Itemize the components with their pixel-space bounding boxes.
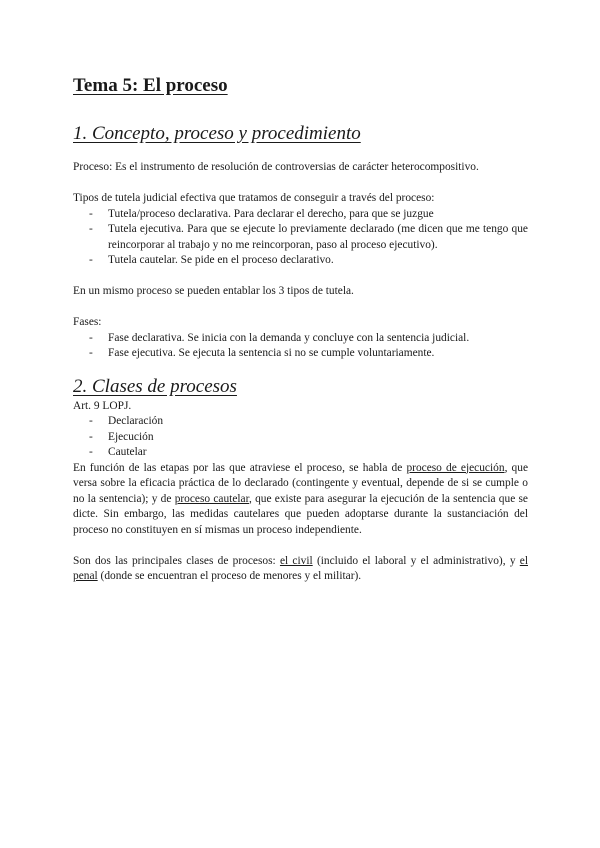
page-title: Tema 5: El proceso — [73, 75, 228, 96]
section-1-heading: 1. Concepto, proceso y procedimiento — [73, 123, 361, 144]
proceso-cautelar-term: proceso cautelar — [174, 492, 249, 505]
article-list — [73, 414, 528, 461]
proceso-ejecucion-term: proceso de ejecución — [406, 461, 505, 474]
etapas-paragraph: En función de las etapas por las que atraviese el proceso, se habla de proceso de ejecución, que versa sobre la eficacia práctica de lo declarado (contingente y eventual, depende de si se cumple o no la sentencia); y de proceso cautelar, que existe para asegurar la ejecución de la sentencia que se dicte. Sin embargo, las medidas cautelares que pueden adoptarse durante la sustanciación del proceso no constituyen en sí mismas un proceso independiente. — [73, 461, 528, 536]
article-reference: Art. 9 LOPJ. — [73, 399, 132, 412]
list-item: - Ejecución — [89, 430, 154, 443]
list-item: - Cautelar — [89, 446, 147, 458]
list-item: - Fase declarativa. Se inicia con la demanda y concluye con la sentencia judicial. — [89, 331, 470, 344]
list-item: - Declaración — [89, 415, 164, 427]
fases-label: Fases: — [73, 316, 102, 328]
list-item: - Tutela cautelar. Se pide en el proceso declarativo. — [89, 254, 334, 266]
tutela-intro: Tipos de tutela judicial efectiva que tratamos de conseguir a través del proceso: — [73, 192, 435, 204]
civil-term: el civil — [279, 554, 313, 567]
document-content — [73, 74, 528, 585]
penal-term: el penal — [73, 554, 528, 582]
section-2-heading: 2. Clases de procesos — [73, 375, 237, 397]
fases-list — [73, 331, 528, 362]
list-item: - Tutela/proceso declarativa. Para declarar el derecho, para que se juzgue — [89, 207, 434, 220]
list-item: - Tutela ejecutiva. Para que se ejecute lo previamente declarado (me dicen que me tengo que reincorporar al trabajo y no me reincorporan, paso al proceso ejecutivo). — [89, 223, 528, 251]
proceso-definition: Proceso: Es el instrumento de resolución de controversias de carácter heterocompositivo. — [73, 161, 479, 173]
same-process-note: En un mismo proceso se pueden entablar los 3 tipos de tutela. — [73, 285, 354, 297]
clases-paragraph: Son dos las principales clases de procesos: el civil (incluido el laboral y el administrativo), y el penal (donde se encuentran el proceso de menores y el militar). — [73, 554, 528, 582]
list-item: - Fase ejecutiva. Se ejecuta la sentencia si no se cumple voluntariamente. — [89, 347, 435, 359]
tutela-list — [73, 207, 528, 269]
